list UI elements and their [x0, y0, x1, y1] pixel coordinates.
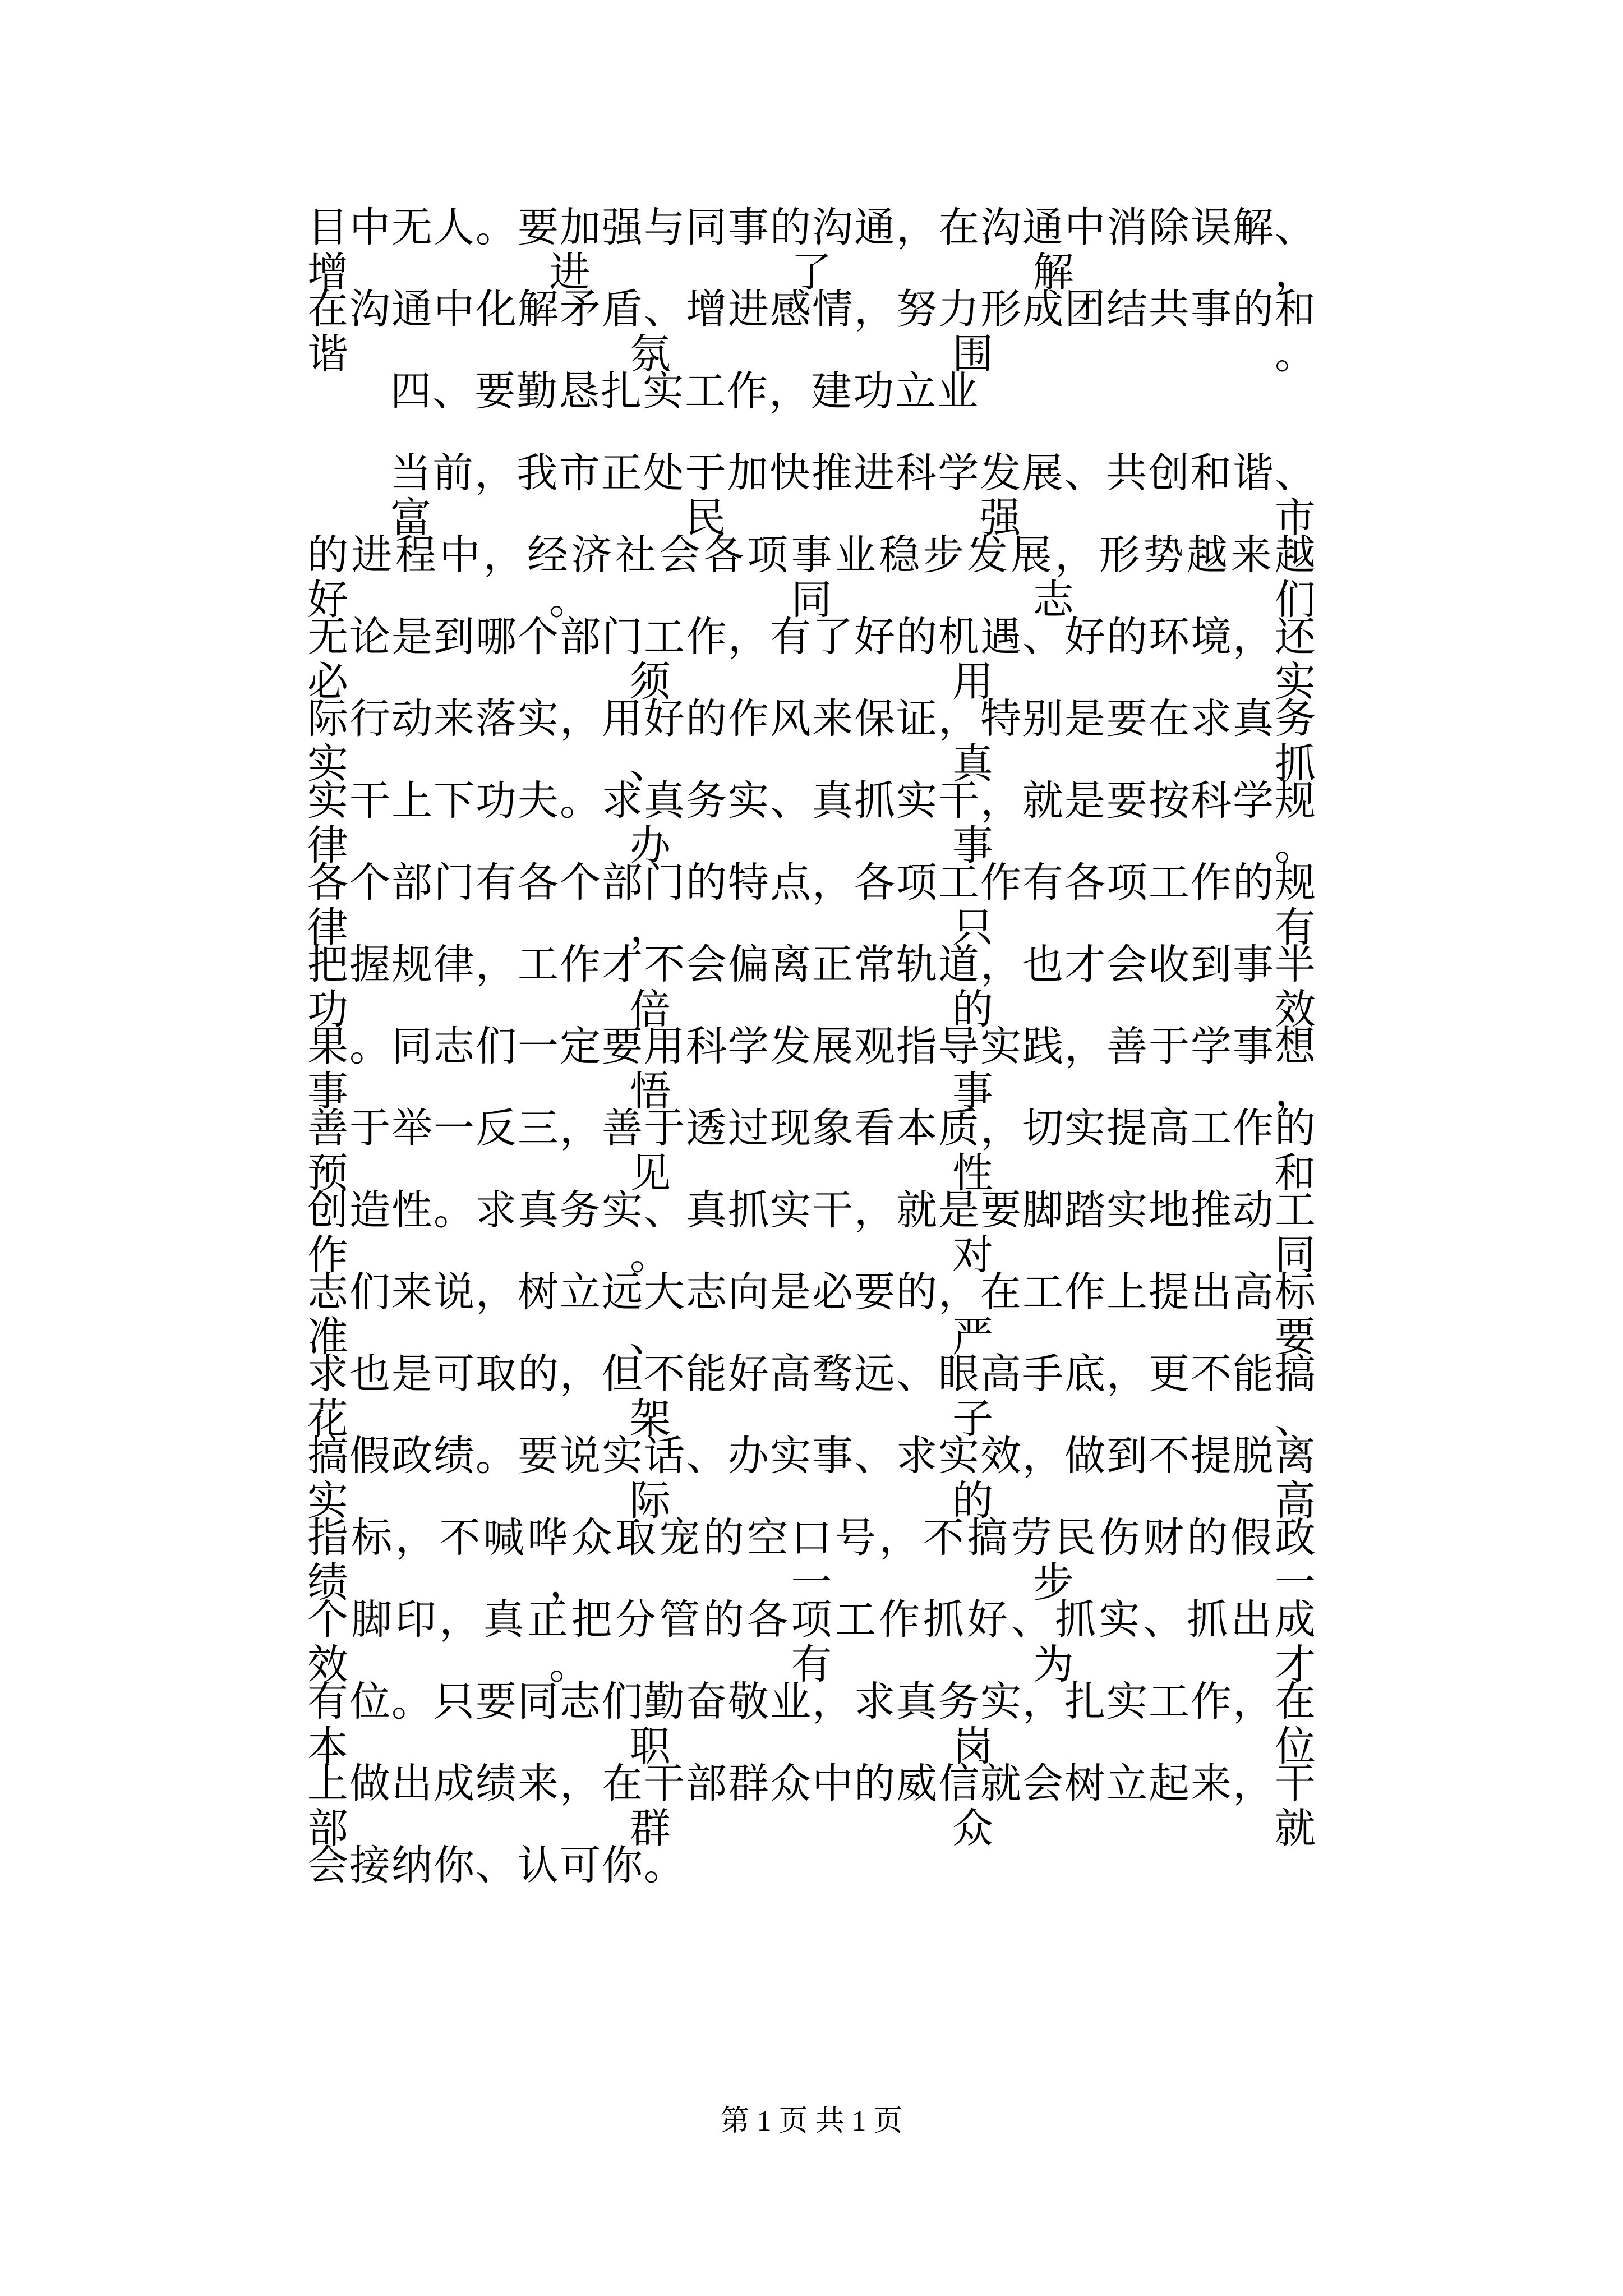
- text-line: 在沟通中化解矛盾、增进感情，努力形成团结共事的和谐氛围。: [307, 286, 1317, 378]
- text-line: 把握规律，工作才不会偏离正常轨道，也才会收到事半功倍的效: [307, 941, 1317, 1033]
- text-line: 当前，我市正处于加快推进科学发展、共创和谐、富民强市: [390, 449, 1317, 542]
- text-line: 志们来说，树立远大志向是必要的，在工作上提出高标准、严要: [307, 1268, 1317, 1361]
- section-heading: 四、要勤恳扎实工作，建功立业: [390, 367, 979, 415]
- text-line: 果。同志们一定要用科学发展观指导实践，善于学事想事悟事，: [307, 1023, 1317, 1115]
- text-line: 际行动来落实，用好的作风来保证，特别是要在求真务实、真抓: [307, 695, 1317, 788]
- text-line: 会接纳你、认可你。: [307, 1842, 686, 1889]
- text-line: 无论是到哪个部门工作，有了好的机遇、好的环境，还必须用实: [307, 613, 1317, 706]
- text-line: 搞假政绩。要说实话、办实事、求实效，做到不提脱离实际的高: [307, 1432, 1317, 1525]
- text-line: 创造性。求真务实、真抓实干，就是要脚踏实地推动工作。对同: [307, 1186, 1317, 1279]
- text-line: 指标，不喊哗众取宠的空口号，不搞劳民伤财的假政绩，一步一: [307, 1514, 1317, 1607]
- text-line: 求也是可取的，但不能好高骛远、眼高手底，更不能搞花架子、: [307, 1350, 1317, 1443]
- text-line: 个脚印，真正把分管的各项工作抓好、抓实、抓出成效。有为才: [307, 1596, 1317, 1688]
- page-footer: 第 1 页 共 1 页: [720, 2105, 903, 2137]
- text-line: 目中无人。要加强与同事的沟通，在沟通中消除误解、增进了解，: [307, 204, 1317, 296]
- text-line: 有位。只要同志们勤奋敬业，求真务实，扎实工作，在本职岗位: [307, 1678, 1317, 1770]
- text-line: 上做出成绩来，在干部群众中的威信就会树立起来，干部群众就: [307, 1760, 1317, 1852]
- text-line: 各个部门有各个部门的特点，各项工作有各项工作的规律，只有: [307, 859, 1317, 951]
- text-line: 善于举一反三，善于透过现象看本质，切实提高工作的预见性和: [307, 1105, 1317, 1197]
- text-line: 的进程中，经济社会各项事业稳步发展，形势越来越好。同志们: [307, 531, 1317, 624]
- text-line: 实干上下功夫。求真务实、真抓实干，就是要按科学规律办事。: [307, 777, 1317, 869]
- body-text: [307, 205, 1317, 1925]
